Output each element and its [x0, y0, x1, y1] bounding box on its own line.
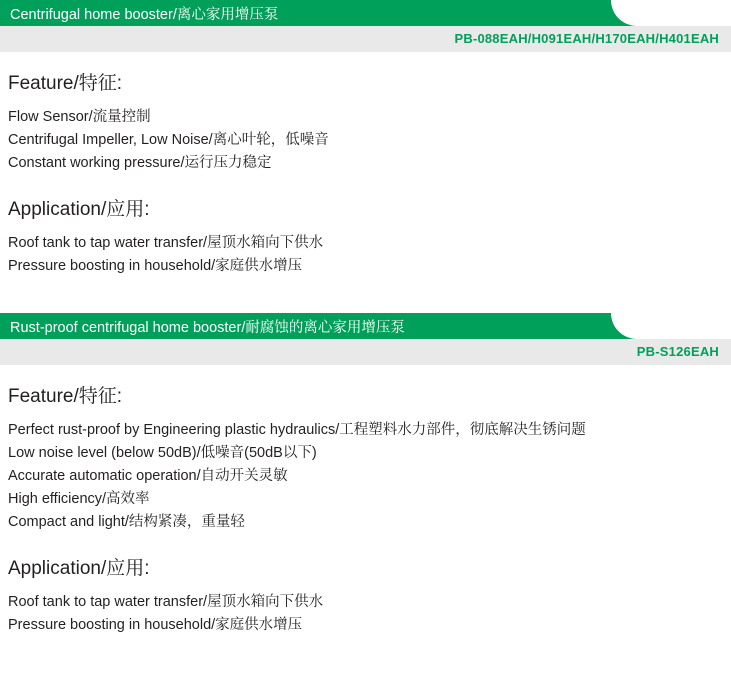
list-item: Centrifugal Impeller, Low Noise/离心叶轮，低噪音	[8, 132, 329, 148]
application-list	[8, 233, 723, 277]
list-item: Pressure boosting in household/家庭供水增压	[8, 258, 303, 274]
list-item: Low noise level (below 50dB)/低噪音(50dB以下)	[8, 445, 317, 461]
list-item: Flow Sensor/流量控制	[8, 109, 151, 125]
product-model-bar	[0, 26, 731, 52]
list-item: High efficiency/高效率	[8, 491, 150, 507]
application-heading: Application/应用:	[8, 199, 150, 220]
feature-list	[8, 107, 723, 174]
product-title-bar	[0, 313, 731, 339]
product-model-number: PB-088EAH/H091EAH/H170EAH/H401EAH	[454, 31, 719, 46]
product-block-2	[0, 313, 731, 636]
list-item: Roof tank to tap water transfer/屋顶水箱向下供水	[8, 594, 324, 610]
product-title-bar	[0, 0, 731, 26]
product-block-1	[0, 0, 731, 277]
application-list	[8, 592, 723, 636]
section-divider-space	[0, 279, 731, 313]
product-model-bar	[0, 339, 731, 365]
list-item: Perfect rust-proof by Engineering plastic hydraulics/工程塑料水力部件，彻底解决生锈问题	[8, 422, 586, 438]
list-item: Accurate automatic operation/自动开关灵敏	[8, 468, 288, 484]
feature-heading: Feature/特征:	[8, 386, 123, 407]
product-model-number: PB-S126EAH	[636, 344, 719, 359]
list-item: Roof tank to tap water transfer/屋顶水箱向下供水	[8, 235, 324, 251]
product-2-body	[0, 381, 731, 636]
feature-heading: Feature/特征:	[8, 73, 123, 94]
list-item: Constant working pressure/运行压力稳定	[8, 155, 272, 171]
list-item: Pressure boosting in household/家庭供水增压	[8, 617, 303, 633]
product-title: Rust-proof centrifugal home booster/耐腐蚀的离心家用增压泵	[10, 320, 405, 336]
feature-list	[8, 420, 723, 533]
product-title: Centrifugal home booster/离心家用增压泵	[10, 7, 279, 23]
product-1-body	[0, 68, 731, 277]
application-heading: Application/应用:	[8, 558, 150, 579]
list-item: Compact and light/结构紧凑，重量轻	[8, 514, 245, 530]
